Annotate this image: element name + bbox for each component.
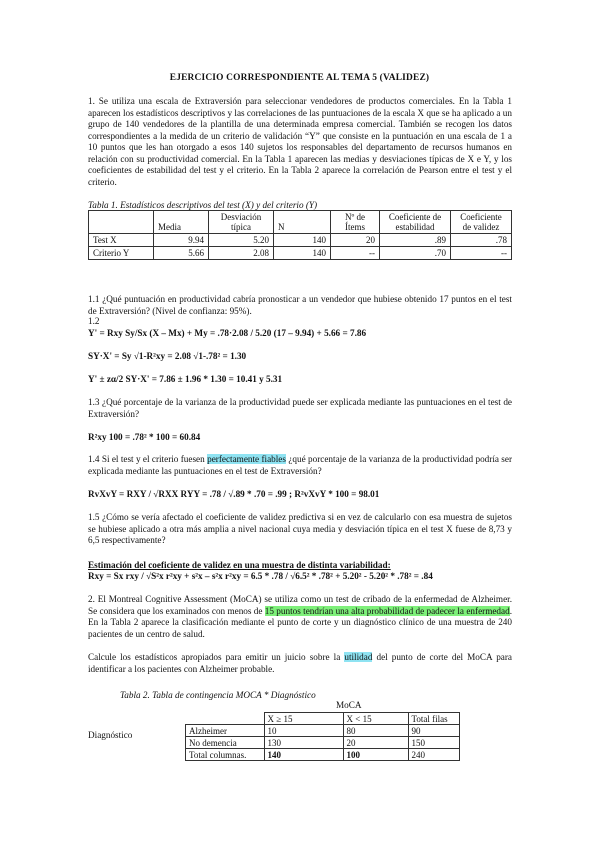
table-cell: 20	[343, 737, 408, 749]
table1-caption: Tabla 1. Estadísticos descriptivos del test (X) y del criterio (Y)	[88, 200, 318, 210]
table2-header-cell: Total filas	[408, 713, 460, 725]
table-cell: 150	[408, 737, 460, 749]
question-1-4-text-end: ¿qué porcentaje de la varianza de la productividad podría ser explicada mediante las puntuaciones en el test de Extraversión?	[88, 454, 513, 476]
question-2-instructions	[88, 652, 512, 675]
table-cell: 10	[264, 725, 343, 737]
table-cell: --	[451, 247, 512, 260]
table-cell: 90	[408, 725, 460, 737]
highlight-perfectly-reliable: perfectamente fiables	[207, 454, 286, 464]
table-row	[186, 725, 460, 737]
table2-header-cell	[186, 713, 265, 725]
table2-row-label: Diagnóstico	[88, 730, 133, 740]
table-cell: 80	[343, 725, 408, 737]
equation-attenuation: RvXvY = RXY / √RXX RYY = .78 / √.89 * .70 = .99 ; R²vXvY * 100 = 98.01	[88, 489, 380, 499]
table-cell: Alzheimer	[186, 725, 265, 737]
table1-header-cell: Desviación típica	[209, 211, 274, 234]
table-1	[88, 210, 512, 260]
equation-prediction: Y' = Rxy Sy/Sx (X – Mx) + My = .78·2.08 / 5.20 (17 – 9.94) + 5.66 = 7.86	[88, 328, 367, 338]
table-cell: Test X	[89, 234, 154, 247]
table2-header-cell: X ≥ 15	[264, 713, 343, 725]
document-title: EJERCICIO CORRESPONDIENTE AL TEMA 5 (VALIDEZ)	[169, 73, 430, 83]
table-cell: 5.66	[154, 247, 209, 260]
table-row	[89, 234, 512, 247]
question-2-instr-text-end: del punto de corte del MoCA para identificar a los pacientes con Alzheimer probable.	[88, 652, 512, 674]
question-2	[88, 594, 512, 640]
table1-header-cell	[89, 211, 154, 234]
table2-moca-label: MoCA	[336, 700, 362, 710]
estimation-heading: Estimación del coeficiente de validez en una muestra de distinta variabilidad:	[88, 560, 391, 570]
question-1-1: 1.1 ¿Qué puntuación en productividad cabría pronosticar a un vendedor que hubiese obtenido 17 puntos en el test de Extraversión? (Nivel de confianza: 95%).	[88, 294, 512, 316]
table-cell: .70	[380, 247, 451, 260]
table-cell: No demencia	[186, 737, 265, 749]
question-2-instr-text: Calcule los estadísticos apropiados para emitir un juicio sobre la	[88, 652, 345, 662]
table1-header-cell: Coeficiente de validez	[451, 211, 512, 234]
question-1-4-text: 1.4 Si el test y el criterio fuesen	[88, 454, 208, 464]
question-2-text: 2. El Montreal Cognitive Assessment (MoCA) se utiliza como un test de cribado de la enfermedad de Alzheimer. Se considera que los examinados con menos de	[88, 594, 512, 616]
equation-interval: Y' ± zα/2 SY·X' = 7.86 ± 1.96 * 1.30 = 10.41 y 5.31	[88, 374, 283, 384]
table2-caption: Tabla 2. Tabla de contingencia MOCA * Diagnóstico	[120, 690, 316, 700]
question-1-2-label: 1.2	[88, 316, 100, 326]
table-cell: 140	[274, 234, 331, 247]
highlight-utility: utilidad	[344, 652, 373, 662]
table-cell: 130	[264, 737, 343, 749]
table1-header-row	[89, 211, 512, 234]
table-cell: Criterio Y	[89, 247, 154, 260]
table-cell: 2.08	[209, 247, 274, 260]
question-1-4	[88, 454, 512, 477]
table-cell: .78	[451, 234, 512, 247]
equation-variance-explained: R²xy 100 = .78² * 100 = 60.84	[88, 432, 201, 442]
question-2-text-end: . En la Tabla 2 aparece la clasificación mediante el punto de corte y un diagnóstico clínico de una muestra de 240 pacientes de un centro de salud.	[88, 605, 512, 639]
equation-restriction: Rxy = Sx rxy / √S²x r²xy + s²x – s²x r²xy = 6.5 * .78 / √6.5² * .78² + 5.20² - 5.20² * .78² = .84	[88, 571, 433, 581]
table1-header-cell: Nº de Ítems	[331, 211, 380, 234]
table2-header-cell: X < 15	[343, 713, 408, 725]
table-row	[186, 737, 460, 749]
table1-header-cell: Coeficiente de estabilidad	[380, 211, 451, 234]
question-1-5: 1.5 ¿Cómo se vería afectado el coeficiente de validez predictiva si en vez de calcularlo con esa muestra de sujetos se hubiese aplicado a otra más amplia a nivel nacional cuya media y desviación típica en el test X fuese de 8,73 y 6,5 respectivamente?	[88, 512, 512, 545]
table-cell: 20	[331, 234, 380, 247]
table-cell: --	[331, 247, 380, 260]
table-cell: Total columnas.	[186, 749, 265, 761]
table1-header-cell: Media	[154, 211, 209, 234]
table-row	[186, 749, 460, 761]
table-cell: .89	[380, 234, 451, 247]
highlight-alzheimer-probability: 15 puntos tendrían una alta probabilidad de padecer la enfermedad	[264, 605, 510, 616]
table1-header-cell: N	[274, 211, 331, 234]
table-row	[89, 247, 512, 260]
table-cell: 5.20	[209, 234, 274, 247]
equation-standard-error: SY·X' = Sy √1-R²xy = 2.08 √1-.78² = 1.30	[88, 351, 247, 361]
table-cell: 100	[343, 749, 408, 761]
table-cell: 9.94	[154, 234, 209, 247]
question-1-3: 1.3 ¿Qué porcentaje de la varianza de la productividad puede ser explicada mediante las puntuaciones en el test de Extraversión?	[88, 397, 512, 419]
table-cell: 140	[264, 749, 343, 761]
table2-header-row	[186, 713, 460, 725]
table-2	[185, 712, 460, 761]
intro-paragraph: 1. Se utiliza una escala de Extraversión para seleccionar vendedores de productos comerciales. En la Tabla 1 aparecen los estadísticos descriptivos y las correlaciones de las puntuaciones de la escala X que se ha aplicado a un grupo de 140 vendedores de la plantilla de una determinada empresa comercial. También se recogen los datos correspondientes a la medida de un criterio de validación “Y” que consiste en la puntuación en una escala de 1 a 10 puntos que les han otorgado a esos 140 sujetos los responsables del departamento de recursos humanos en relación con su productividad comercial. En la Tabla 1 aparecen las medias y desviaciones típicas de X e Y, y los coeficientes de estabilidad del test y el criterio. En la Tabla 2 aparece la correlación de Pearson entre el test y el criterio.	[88, 96, 512, 187]
table-cell: 140	[274, 247, 331, 260]
table-cell: 240	[408, 749, 460, 761]
